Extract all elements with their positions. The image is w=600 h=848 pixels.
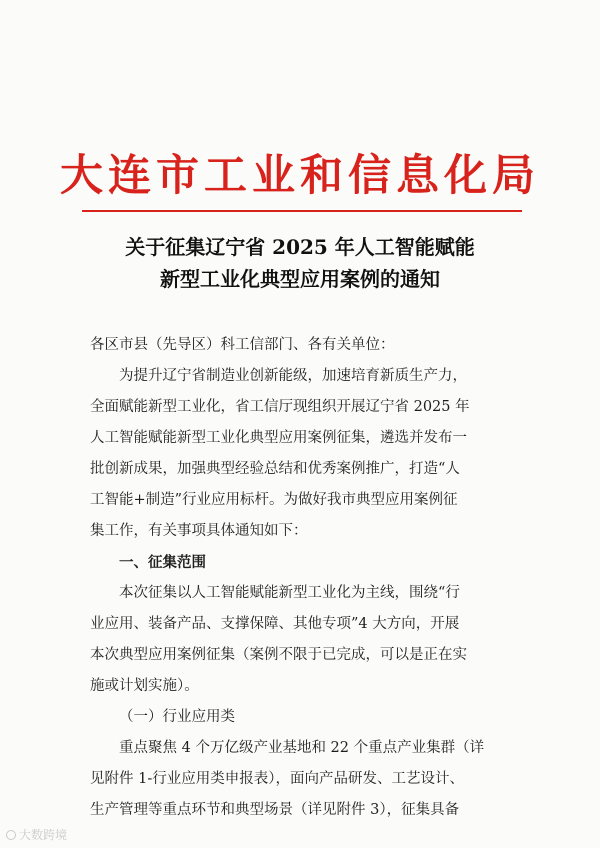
red-divider-line <box>82 210 522 212</box>
paragraph-line: 工智能+制造”行业应用标杆。为做好我市典型应用案例征 <box>90 492 458 508</box>
paragraph-line: 生产管理等重点环节和典型场景（详见附件 3），征集具备 <box>90 802 460 818</box>
paragraph-line: 本次征集以人工智能赋能新型工业化为主线，围绕“行 <box>119 585 460 601</box>
watermark-logo-icon <box>6 830 16 840</box>
paragraph-line: 为提升辽宁省制造业创新能级，加速培育新质生产力， <box>119 368 467 384</box>
paragraph-line: 业应用、装备产品、支撑保障、其他专项”4 大方向，开展 <box>90 616 460 632</box>
paragraph-line: 重点聚焦 4 个万亿级产业基地和 22 个重点产业集群（详 <box>119 740 485 756</box>
paragraph-line: 见附件 1-行业应用类申报表），面向产品研发、工艺设计、 <box>90 771 464 787</box>
paragraph-line: 全面赋能新型工业化，省工信厅现组织开展辽宁省 2025 年 <box>90 399 470 415</box>
subsection-heading: （一）行业应用类 <box>119 709 235 725</box>
paragraph-line: 批创新成果，加强典型经验总结和优秀案例推广，打造“人 <box>90 461 460 477</box>
watermark <box>6 826 67 843</box>
agency-masthead: 大连市工业和信息化局 <box>60 151 540 201</box>
paragraph-line: 本次典型应用案例征集（案例不限于已完成，可以是正在实 <box>90 647 467 663</box>
paragraph-line: 人工智能赋能新型工业化典型应用案例征集，遴选并发布一 <box>90 430 467 446</box>
watermark-text: 大数跨境 <box>19 828 68 842</box>
paragraph-line: 施或计划实施）。 <box>90 678 199 694</box>
section-heading: 一、征集范围 <box>119 554 206 571</box>
notice-title-line-2: 新型工业化典型应用案例的通知 <box>160 267 440 291</box>
salutation: 各区市县（先导区）科工信部门、各有关单位： <box>90 337 395 353</box>
paragraph-line: 集工作，有关事项具体通知如下： <box>90 523 308 539</box>
notice-title-line-1: 关于征集辽宁省 2025 年人工智能赋能 <box>125 235 475 259</box>
notice-body <box>90 330 520 826</box>
